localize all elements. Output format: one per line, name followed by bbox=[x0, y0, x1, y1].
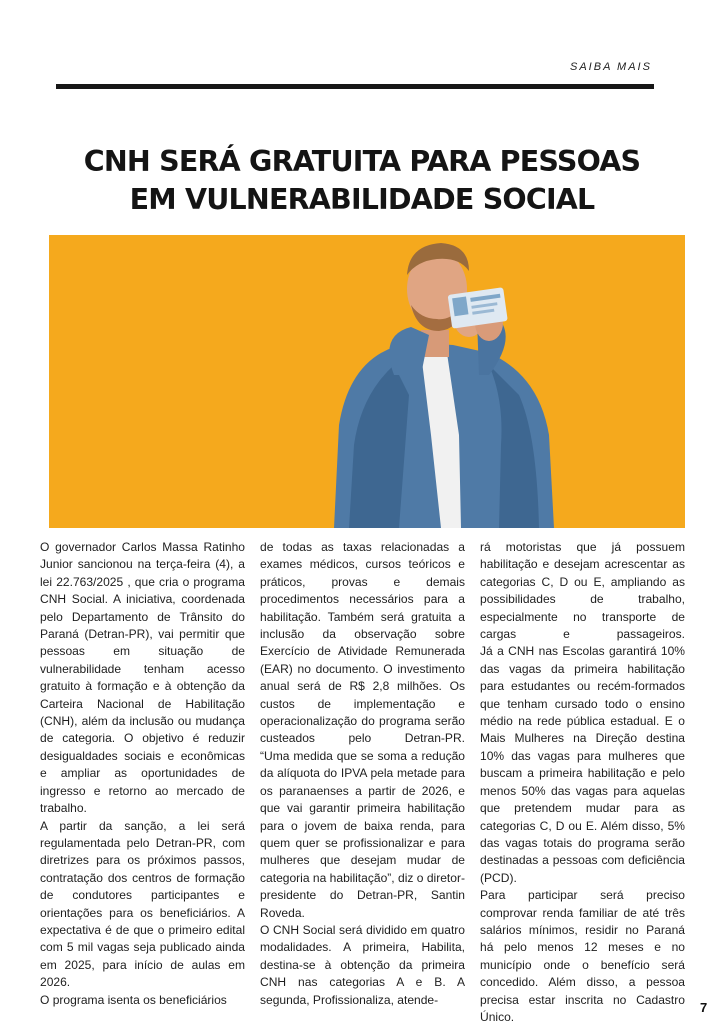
article-body bbox=[40, 539, 685, 1024]
header-rule bbox=[56, 84, 654, 89]
paragraph: rá motoristas que já possuem habilitação e desejam acrescentar as categorias C, D ou E, ampliando as possibilidades de trabalho, especialmente no transporte de cargas e passageiros. bbox=[480, 540, 685, 642]
title-line-2: EM VULNERABILIDADE SOCIAL bbox=[129, 183, 595, 216]
text-column-2 bbox=[260, 539, 465, 1009]
paragraph: O programa isenta os beneficiários bbox=[40, 992, 227, 1007]
paragraph: “Uma medida que se soma a redução da alíquota do IPVA pela metade para os paranaenses a partir de 2026, e que vai garantir primeira habilitação para o jovem de baixa renda, para quem quer se profissionalizar e para mulheres que desejam mudar de categoria na habilitação”, diz o diretor-presidente do Detran-PR, Santin Roveda. bbox=[260, 748, 465, 920]
article-title bbox=[36, 143, 688, 219]
paragraph: O CNH Social será dividido em quatro modalidades. A primeira, Habilita, destina-se à obtenção da primeira CNH nas categorias A e B. A segunda, Profissionaliza, atende- bbox=[260, 922, 465, 1007]
photo-illustration bbox=[49, 235, 685, 528]
text-column-3 bbox=[480, 539, 685, 1026]
paragraph: O governador Carlos Massa Ratinho Junior sancionou na terça-feira (4), a lei 22.763/2025 , que cria o programa CNH Social. A iniciativa, coordenada pelo Departamento de Trânsito do Paraná (Detran-PR), vai permitir que pessoas em situação de vulnerabilidade tenham acesso gratuito à formação e à obtenção da Carteira Nacional de Habilitação (CNH), além da inclusão ou mudança de categoria. O objetivo é reduzir desigualdades sociais e econômicas e ampliar as oportunidades de ingresso e retorno ao mercado de trabalho. bbox=[40, 540, 245, 816]
paragraph: Já a CNH nas Escolas garantirá 10% das vagas da primeira habilitação para estudantes ou recém-formados que tenham cursado todo o ensino médio na rede pública estadual. E o Mais Mulheres na Direção destina 10% das vagas para mulheres que buscam a primeira habilitação e pelo menos 50% das vagas para aquelas que pretendem mudar para as categorias C, D ou E. Além disso, 5% das vagas totais do programa serão destinadas a pessoas com deficiência (PCD). bbox=[480, 644, 685, 885]
section-label: SAIBA MAIS bbox=[570, 61, 652, 73]
paragraph: de todas as taxas relacionadas a exames médicos, cursos teóricos e práticos, provas e demais procedimentos necessários para a habilitação. Também será gratuita a inclusão da observação sobre Exercício de Atividade Remunerada (EAR) no documento. O investimento anual será de R$ 2,8 milhões. Os custos de implementação e operacionalização do programa serão custeados pelo Detran-PR. bbox=[260, 540, 465, 746]
page-number: 7 bbox=[700, 1000, 708, 1015]
title-line-1: CNH SERÁ GRATUITA PARA PESSOAS bbox=[83, 145, 641, 178]
paragraph: A partir da sanção, a lei será regulamentada pelo Detran-PR, com diretrizes para os próximos passos, contratação dos centros de formação de condutores participantes e orientações para os beneficiários. A expectativa é de que o primeiro edital com 5 mil vagas seja publicado ainda em 2025, para início de aulas em 2026. bbox=[40, 818, 245, 990]
text-column-1 bbox=[40, 539, 245, 1009]
paragraph: Para participar será preciso comprovar renda familiar de até três salários mínimos, residir no Paraná há pelo menos 12 meses e no município onde o benefício será concedido. Além disso, a pessoa precisa estar inscrita no Cadastro Único. bbox=[480, 888, 685, 1024]
article-photo bbox=[49, 235, 685, 528]
